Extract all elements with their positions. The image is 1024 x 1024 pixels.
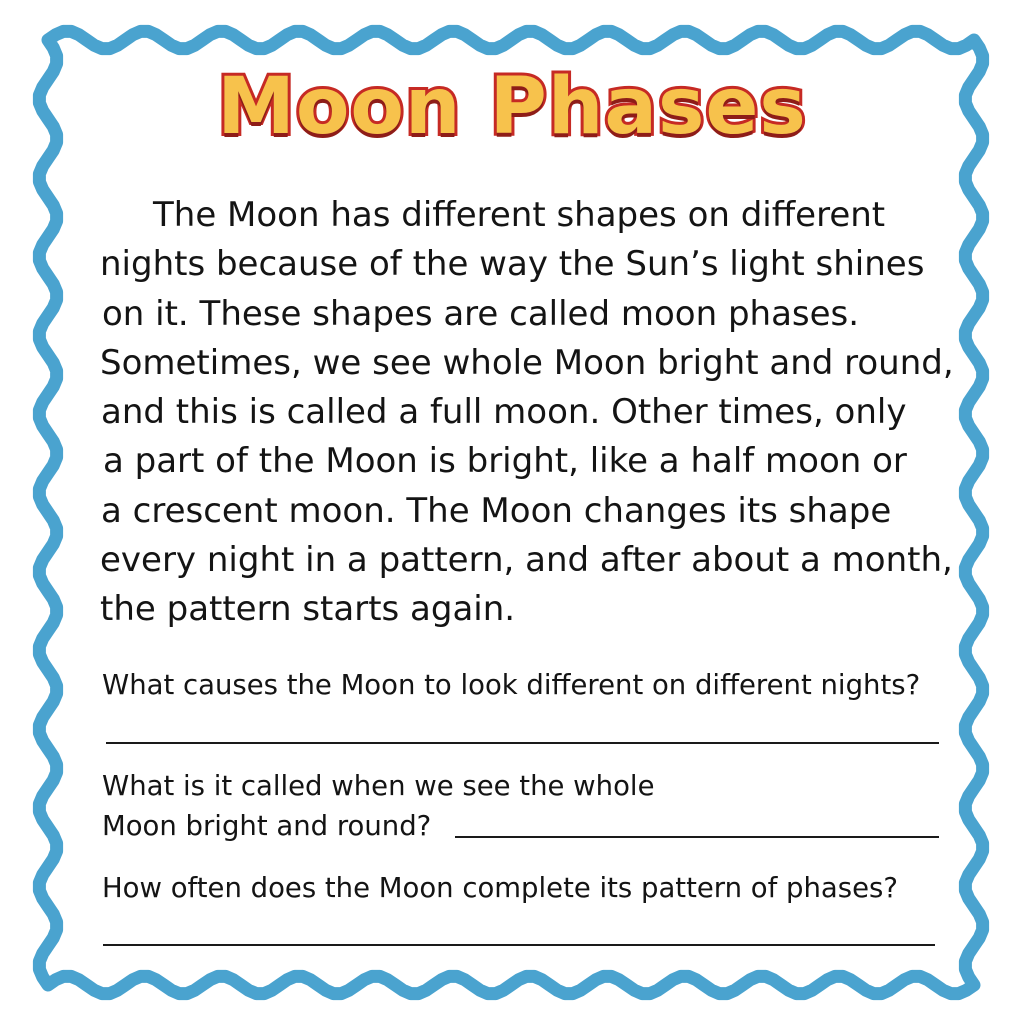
passage-line: a part of the Moon is bright, like a half moon or [103, 441, 907, 482]
passage-line: a crescent moon. The Moon changes its shape [101, 490, 892, 531]
passage-line: and this is called a full moon. Other times, only [101, 392, 907, 433]
answer-line-1[interactable] [106, 742, 939, 744]
reading-passage [100, 191, 980, 635]
passage-line: Sometimes, we see whole Moon bright and round, [100, 342, 954, 383]
passage-line: every night in a pattern, and after about a month, [100, 540, 953, 581]
question-2-line-1: What is it called when we see the whole [102, 770, 655, 802]
worksheet-title: Moon Phases [217, 62, 807, 152]
passage-line: the pattern starts again. [100, 589, 516, 630]
answer-line-3[interactable] [103, 944, 935, 946]
answer-line-2[interactable] [455, 836, 939, 838]
question-3: How often does the Moon complete its pattern of phases? [102, 872, 898, 904]
passage-line: on it. These shapes are called moon phases. [102, 293, 860, 334]
question-2-line-2: Moon bright and round? [102, 810, 432, 842]
passage-line: nights because of the way the Sun’s light shines [100, 244, 925, 285]
question-1: What causes the Moon to look different on different nights? [102, 669, 921, 701]
passage-line: The Moon has different shapes on different [153, 195, 886, 235]
